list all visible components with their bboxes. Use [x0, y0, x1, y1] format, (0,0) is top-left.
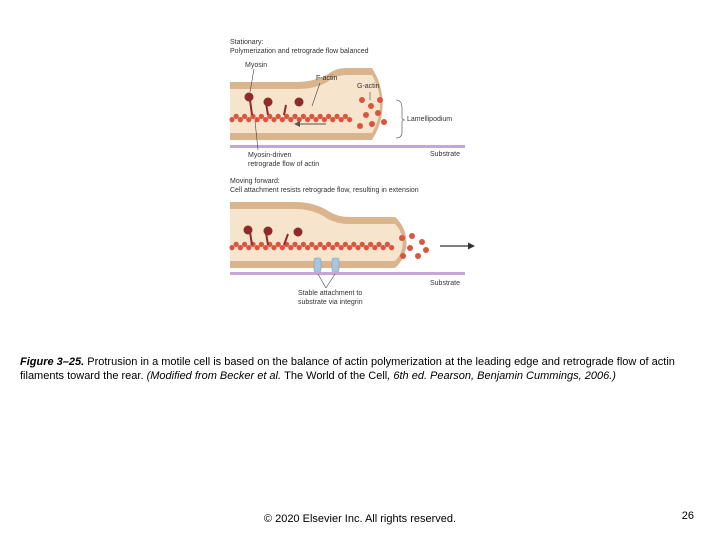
- top-panel: [229, 39, 465, 168]
- label-substrate-bottom: Substrate: [430, 280, 460, 287]
- caption-source-a: (Modified from Becker et al.: [146, 370, 285, 382]
- top-subheading: Polymerization and retrograde flow balanced: [230, 48, 369, 55]
- label-g-actin: G-actin: [357, 83, 380, 90]
- label-attach-line1: Stable attachment to: [298, 290, 363, 297]
- caption-source-title: The World of the Cell: [284, 370, 388, 382]
- bottom-cell-cytoplasm: [230, 209, 403, 261]
- top-substrate: [230, 145, 465, 148]
- caption-figure-label: Figure 3–25.: [20, 356, 85, 368]
- label-f-actin: F-actin: [316, 75, 338, 82]
- label-flow-line2: retrograde flow of actin: [248, 161, 320, 168]
- label-myosin: Myosin: [245, 62, 268, 69]
- label-substrate-top: Substrate: [430, 151, 460, 158]
- label-lamellipodium: Lamellipodium: [407, 116, 453, 123]
- bottom-leader-lines: [318, 274, 335, 288]
- copyright-notice: © 2020 Elsevier Inc. All rights reserved.: [263, 513, 457, 525]
- bottom-extension-arrowhead: [468, 243, 475, 250]
- caption-text: Protrusion in a motile cell is based on the balance of actin polymerization at the leading edge and retrograde flow of actin filaments toward the rear.: [20, 356, 675, 382]
- page-number: 26: [681, 510, 694, 522]
- top-heading: Stationary:: [230, 39, 264, 46]
- caption-source-b: , 6th ed. Pearson, Benjamin Cummings, 2006.): [387, 370, 616, 382]
- bottom-substrate: [230, 272, 465, 275]
- bottom-heading: Moving forward:: [230, 178, 280, 185]
- figure-caption: [20, 355, 700, 383]
- bottom-panel: [229, 178, 475, 306]
- bottom-subheading: Cell attachment resists retrograde flow, resulting in extension: [230, 187, 419, 194]
- label-flow-line1: Myosin-driven: [248, 152, 292, 159]
- label-attach-line2: substrate via integrin: [298, 299, 363, 306]
